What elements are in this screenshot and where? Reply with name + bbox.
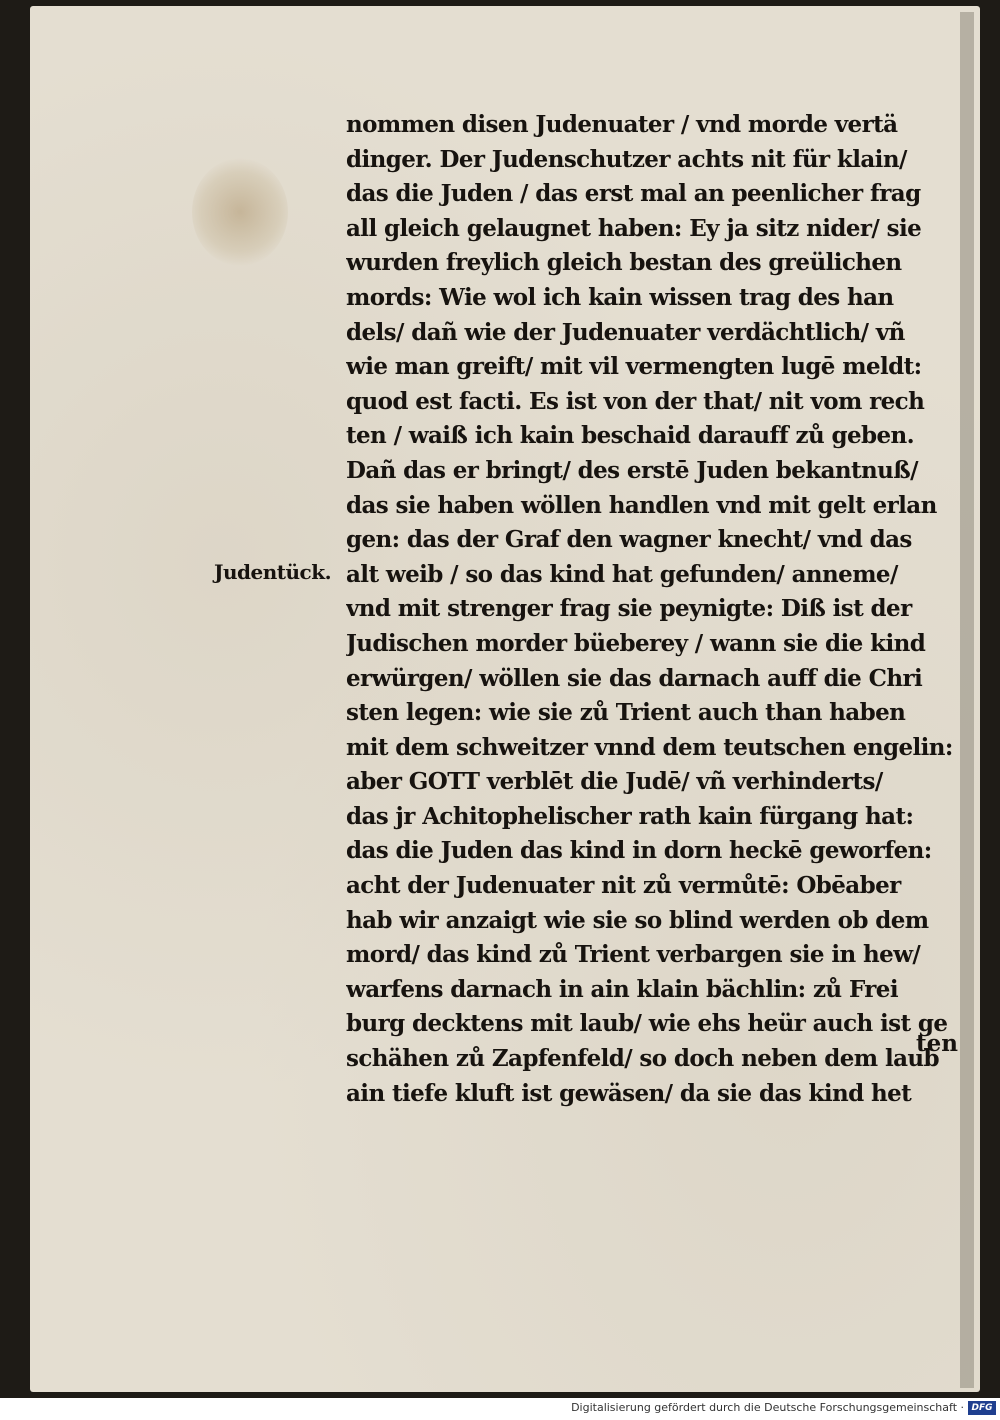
text-line: ain tiefe kluft ist gewäsen/ da sie das kind het xyxy=(346,1079,912,1107)
page-edge xyxy=(960,12,974,1388)
text-line: nommen disen Judenuater / vnd morde vertä xyxy=(346,111,898,138)
text-line: burg decktens mit laub/ wie ehs heür auch ist ge xyxy=(346,1010,948,1038)
text-line: wurden freylich gleich bestan des greülichen xyxy=(346,249,902,277)
text-line: das jr Achitophelischer rath kain fürgang hat: xyxy=(346,802,914,830)
text-line: aber GOTT verblēt die Judē/ vñ verhinderts/ xyxy=(346,768,883,796)
text-line: Dañ das er bringt/ des erstē Juden bekantnuß/ xyxy=(346,456,918,484)
text-line: schähen zů Zapfenfeld/ so doch neben dem laub xyxy=(346,1045,939,1073)
text-line: ten / waiß ich kain beschaid darauff zů geben. xyxy=(346,422,915,450)
page-stain xyxy=(192,158,288,266)
text-line: alt weib / so das kind hat gefunden/ anneme/ xyxy=(346,560,898,588)
text-line: quod est facti. Es ist von der that/ nit vom rech xyxy=(346,387,925,415)
text-line: Judischen morder büeberey / wann sie die kind xyxy=(346,629,926,657)
text-line: erwürgen/ wöllen sie das darnach auff die Chri xyxy=(346,664,923,692)
funding-credit: Digitalisierung gefördert durch die Deutsche Forschungsgemeinschaft · xyxy=(571,1401,964,1414)
text-line: sten legen: wie sie zů Trient auch than haben xyxy=(346,699,906,727)
text-line: dinger. Der Judenschutzer achts nit für klain/ xyxy=(346,145,907,173)
text-line: das die Juden / das erst mal an peenlicher frag xyxy=(346,180,921,208)
text-line: vnd mit strenger frag sie peynigte: Diß ist der xyxy=(346,595,912,623)
text-line: mit dem schweitzer vnnd dem teutschen engelin: xyxy=(346,733,953,761)
catchword: ten xyxy=(916,1030,958,1057)
text-line: das die Juden das kind in dorn heckē geworfen: xyxy=(346,837,932,865)
marginal-note: Judentück. xyxy=(214,560,332,584)
text-line: warfens darnach in ain klain bächlin: zů Frei xyxy=(346,975,898,1003)
text-line: das sie haben wöllen handlen vnd mit gelt erlan xyxy=(346,491,937,519)
text-line: acht der Judenuater nit zů vermůtē: Obēaber xyxy=(346,872,901,900)
text-line: gen: das der Graf den wagner knecht/ vnd das xyxy=(346,526,912,554)
text-line: mord/ das kind zů Trient verbargen sie in hew/ xyxy=(346,941,921,969)
footer-bar xyxy=(0,1398,1000,1420)
text-line: dels/ dañ wie der Judenuater verdächtlich/ vñ xyxy=(346,318,905,346)
body-text xyxy=(346,108,958,1111)
text-line: all gleich gelaugnet haben: Ey ja sitz nider/ sie xyxy=(346,214,922,242)
text-line: mords: Wie wol ich kain wissen trag des han xyxy=(346,283,894,311)
text-line: wie man greift/ mit vil vermengten lugē meldt: xyxy=(346,353,922,381)
text-line: hab wir anzaigt wie sie so blind werden ob dem xyxy=(346,906,929,934)
dfg-logo-icon: DFG xyxy=(968,1401,996,1415)
